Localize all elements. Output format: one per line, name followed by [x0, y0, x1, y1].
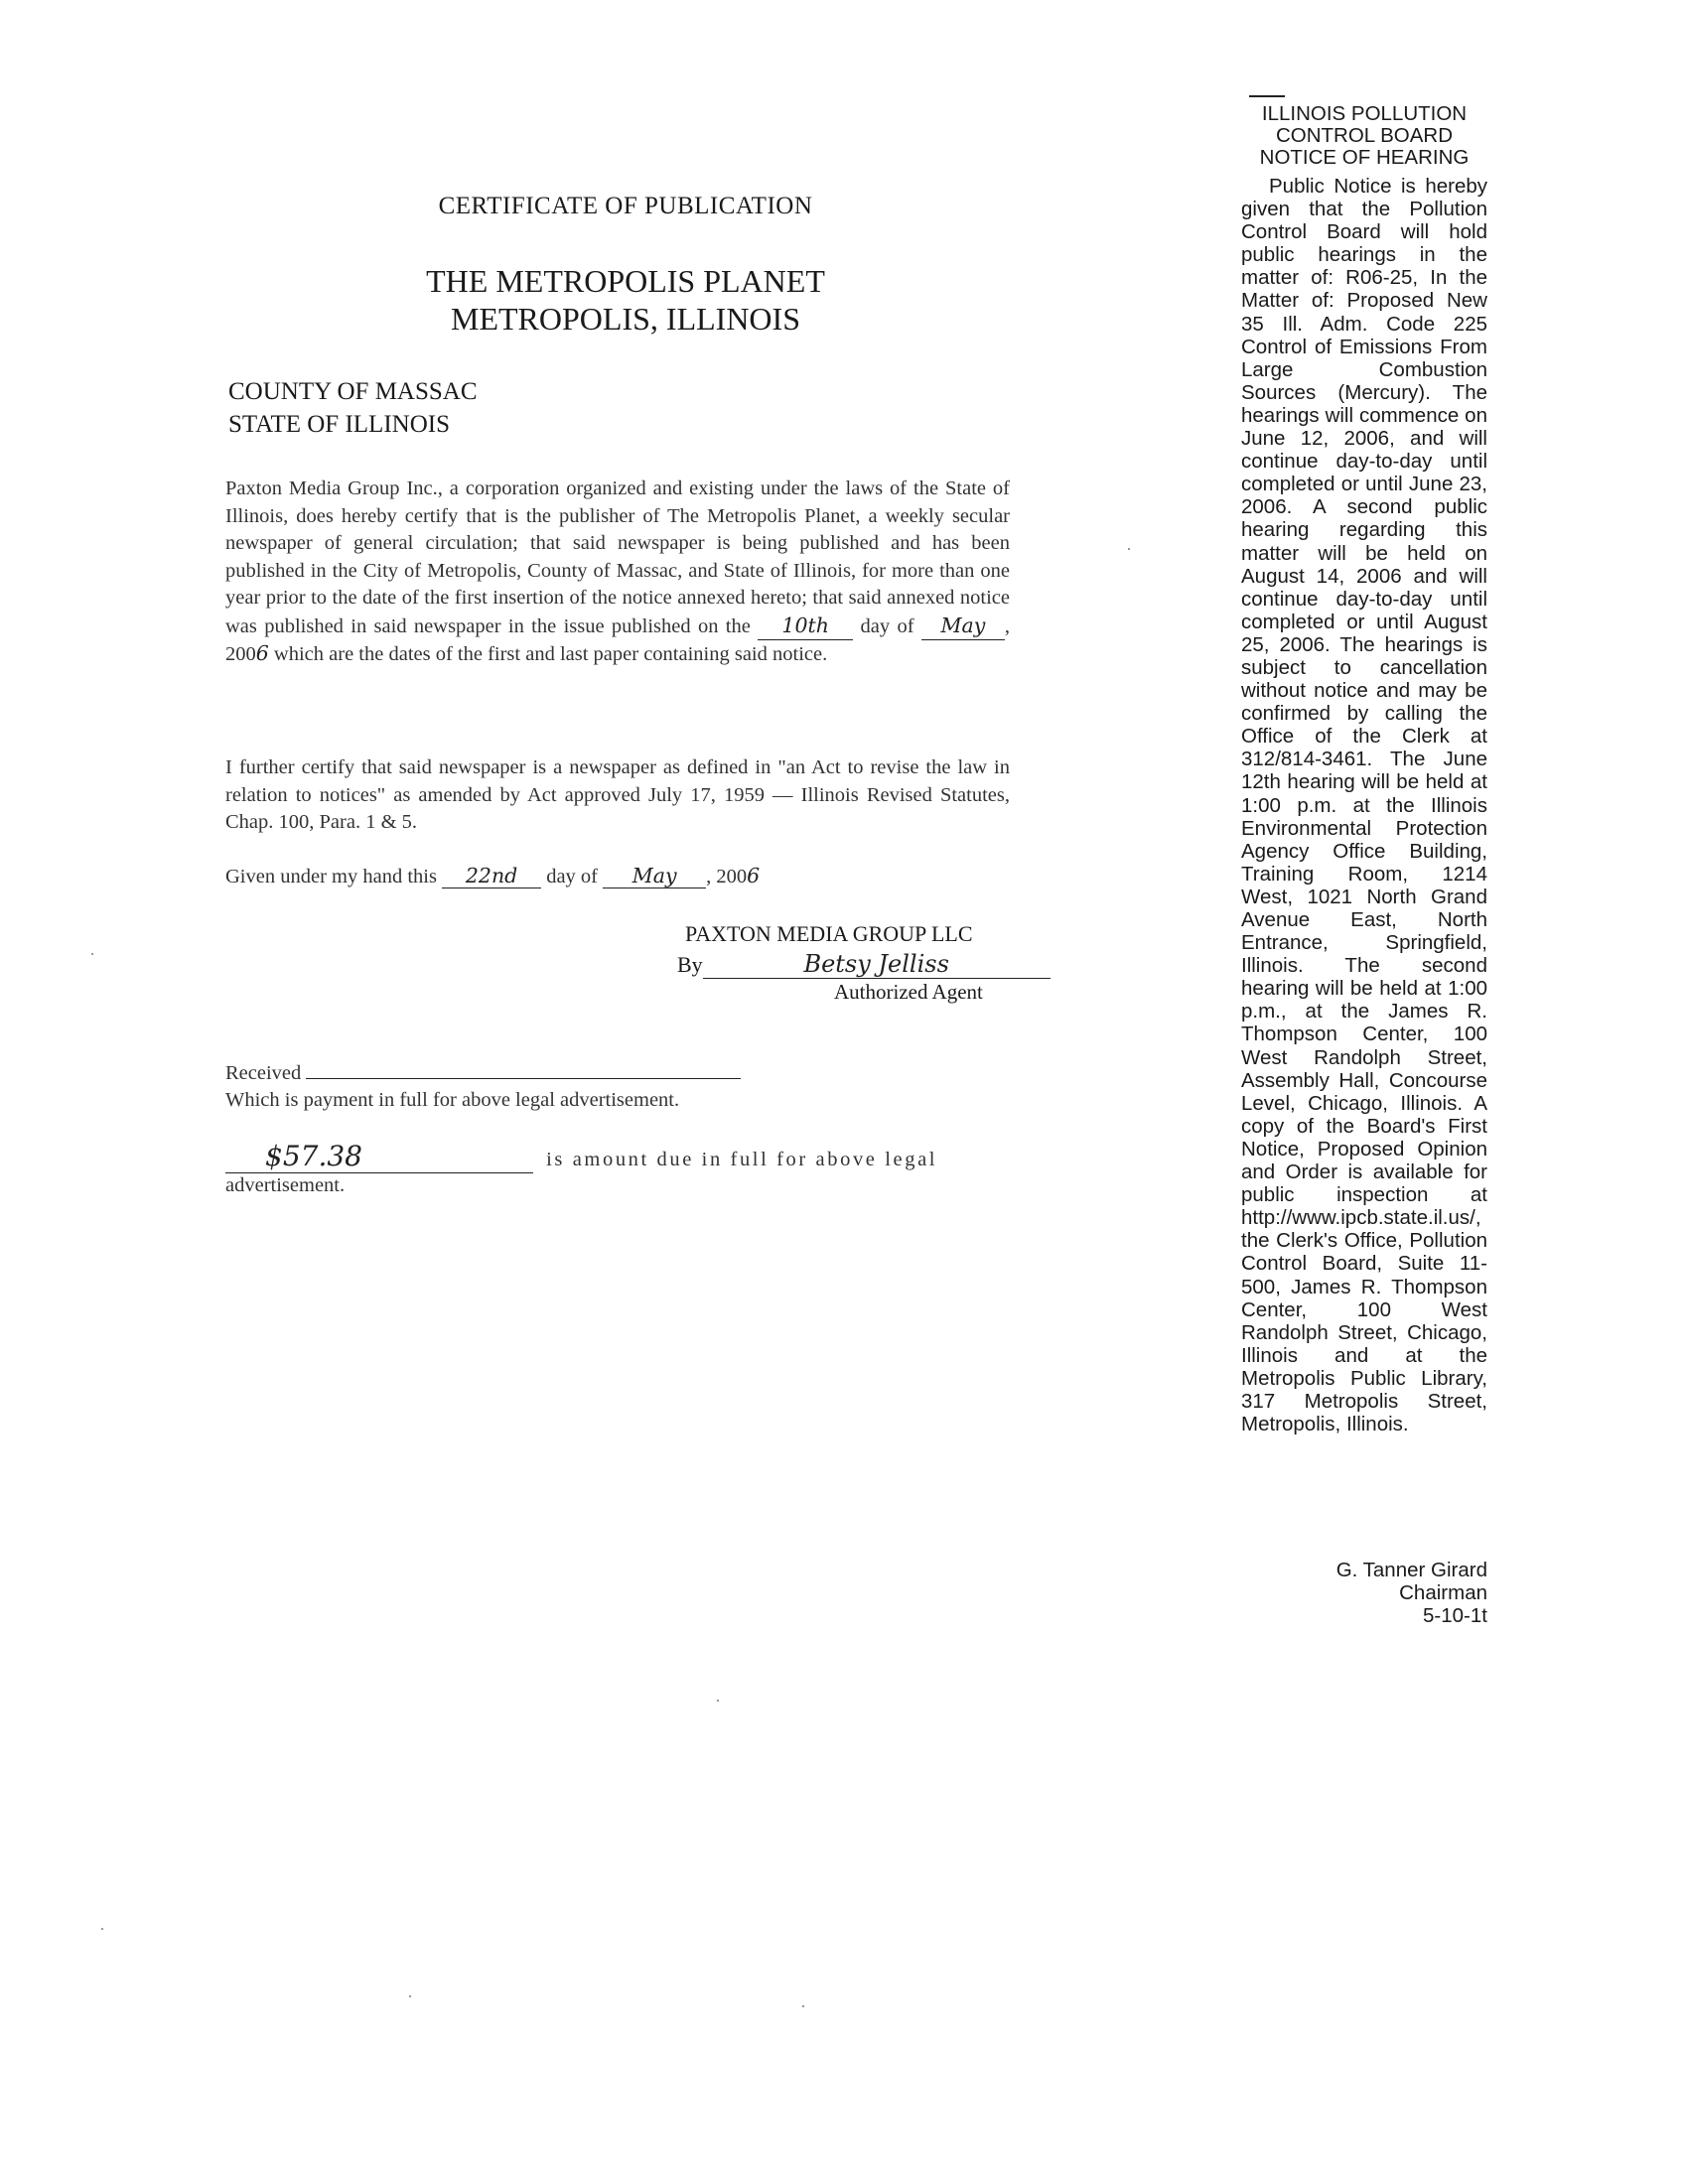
signature-line	[677, 950, 1051, 979]
notice-signer-title: Chairman	[1399, 1581, 1487, 1605]
received-line	[225, 1060, 741, 1085]
payment-line: Which is payment in full for above legal advertisement.	[225, 1089, 680, 1111]
certification-text-end: which are the dates of the first and last paper containing said notice.	[273, 643, 828, 665]
advertisement-word: advertisement.	[225, 1174, 346, 1196]
given-day-of: day of	[546, 866, 599, 887]
notice-signer: G. Tanner Girard	[1335, 1559, 1487, 1581]
notice-body: Public Notice is hereby given that the Pollution Control Board will hold public hearings in the matter of: R06-25, In the Matter of: Proposed New 35 Ill. Adm. Code 225 Control of Emissions From Large Combustion Sources (Mercury). The hearings will commence on June 12, 2006, and will continue day-to-day until completed or until June 23, 2006. A second public hearing regarding this matter will be held on August 14, 2006 and will continue day-to-day until completed or until August 25, 2006. The hearings is subject to cancellation without notice and may be confirmed by calling the Office of the Clerk at 312/814-3461. The June 12th hearing will be held at 1:00 p.m. at the Illinois Environmental Protection Agency Office Building, Training Room, 1214 West, 1021 North Grand Avenue East, North Entrance, Springfield, Illinois. The second hearing will be held at 1:00 p.m., at the James R. Thompson Center, 100 West Randolph Street, Assembly Hall, Concourse Level, Chicago, Illinois. A copy of the Board's First Notice, Proposed Opinion and Order is available for public inspection at http://www.ipcb.state.il.us/, the Clerk's Office, Pollution Control Board, Suite 11-500, James R. Thompson Center, 100 West Randolph Street, Chicago, Illinois and at the Metropolis Public Library, 317 Metropolis Street, Metropolis, Illinois.	[1241, 175, 1487, 1436]
notice-signature-block	[1241, 1559, 1487, 1627]
amount-due-line	[225, 1140, 1010, 1173]
certification-text: Paxton Media Group Inc., a corporation organized and existing under the laws of the State of Illinois, does hereby certify that is the publisher of The Metropolis Planet, a weekly secular newspaper of general circulation; that said newspaper is being published and has been published in the City of Metropolis, County of Massac, and State of Illinois, for more than one year prior to the date of the first insertion of the notice annexed hereto; that said annexed notice was published in said newspaper in the issue published on the	[225, 478, 1010, 637]
county-line: COUNTY OF MASSAC	[228, 378, 478, 405]
scan-speck	[802, 2005, 804, 2007]
handwritten-given-year-digit: 6	[747, 864, 761, 887]
state-line: STATE OF ILLINOIS	[228, 411, 450, 438]
given-year-prefix: , 200	[706, 866, 748, 887]
scan-speck	[717, 1700, 719, 1702]
received-blank	[306, 1060, 741, 1079]
by-label: By	[677, 952, 703, 977]
year-prefix-text: , 200	[225, 614, 1011, 665]
handwritten-given-month: May	[603, 864, 706, 888]
given-under-hand-line	[225, 864, 1010, 888]
certificate-title: CERTIFICATE OF PUBLICATION	[438, 193, 813, 219]
handwritten-signature: Betsy Jelliss	[703, 950, 1051, 979]
notice-code: 5-10-1t	[1423, 1604, 1487, 1628]
notice-heading	[1241, 103, 1487, 169]
day-of-text: day of	[860, 614, 914, 637]
company-name: PAXTON MEDIA GROUP LLC	[685, 921, 973, 946]
scan-speck	[91, 953, 93, 955]
newspaper-location-line: METROPOLIS, ILLINOIS	[451, 301, 800, 337]
notice-heading-line2: CONTROL BOARD	[1275, 124, 1454, 147]
notice-heading-line3: NOTICE OF HEARING	[1259, 146, 1470, 169]
received-label: Received	[225, 1062, 302, 1084]
certification-paragraph	[225, 476, 1010, 669]
newspaper-name	[298, 262, 953, 338]
notice-top-rule	[1249, 95, 1285, 97]
jurisdiction-block	[228, 375, 478, 441]
definition-paragraph: I further certify that said newspaper is a newspaper as defined in "an Act to revise the law in relation to notices" as amended by Act approved July 17, 1959 — Illinois Revised Statutes, Chap. 100, Para. 1 & 5.	[225, 756, 1010, 833]
scan-speck	[101, 1928, 103, 1930]
scan-speck	[1128, 548, 1130, 550]
handwritten-publication-day: 10th	[758, 613, 853, 641]
handwritten-year-digit: 6	[255, 641, 269, 665]
newspaper-name-line1: THE METROPOLIS PLANET	[426, 263, 825, 299]
given-prefix: Given under my hand this	[225, 866, 437, 887]
amount-due-text: is amount due in full for above legal	[546, 1149, 938, 1170]
notice-heading-line1: ILLINOIS POLLUTION	[1261, 102, 1468, 125]
handwritten-publication-month: May	[921, 613, 1005, 641]
authorized-agent-label: Authorized Agent	[834, 980, 983, 1004]
handwritten-given-day: 22nd	[442, 864, 541, 888]
scan-speck	[409, 1995, 411, 1997]
handwritten-amount: $57.38	[225, 1140, 533, 1173]
